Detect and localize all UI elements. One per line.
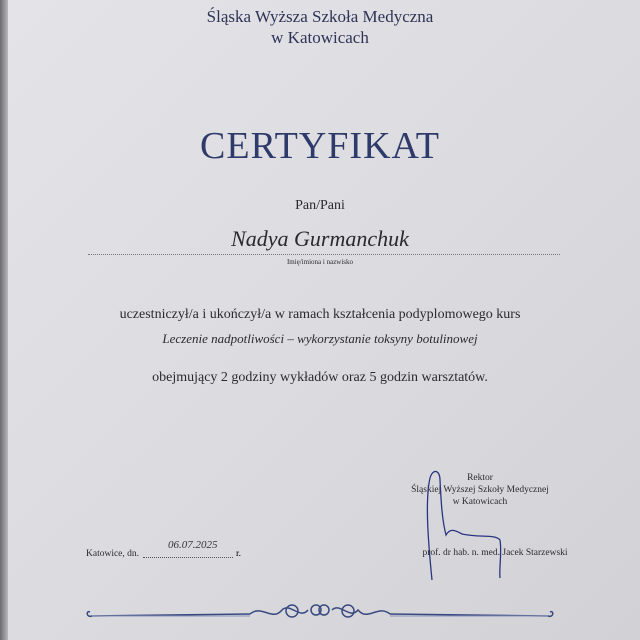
date-dotted-line (143, 557, 233, 558)
signatory-city: w Katowicach (452, 497, 508, 507)
body-line-3: obejmujący 2 godziny wykładów oraz 5 godzin warsztatów. (152, 370, 488, 385)
body-line-1: uczestniczył/a i ukończył/a w ramach kształcenia podyplomowego kurs (119, 307, 521, 322)
issue-date: 06.07.2025 (168, 539, 218, 551)
signatory-org: Śląskiej Wyższej Szkoły Medycznej (411, 485, 549, 495)
signatory-role: Rektor (467, 473, 493, 483)
place-label: Katowice, dn. (86, 549, 140, 559)
name-caption: Imię/imiona i nazwisko (286, 258, 354, 266)
salutation: Pan/Pani (295, 198, 345, 213)
institution-name: Śląska Wyższa Szkoła Medyczna (206, 7, 434, 26)
certificate-title: CERTYFIKAT (200, 125, 440, 167)
ornament-divider (0, 598, 640, 638)
course-title: Leczenie nadpotliwości – wykorzystanie toksyny botulinowej (162, 331, 478, 346)
recipient-name: Nadya Gurmanchuk (231, 226, 409, 251)
institution-city: w Katowicach (271, 28, 369, 47)
date-suffix: r. (236, 549, 242, 559)
signatory-name: prof. dr hab. n. med. Jacek Starzewski (422, 548, 568, 558)
